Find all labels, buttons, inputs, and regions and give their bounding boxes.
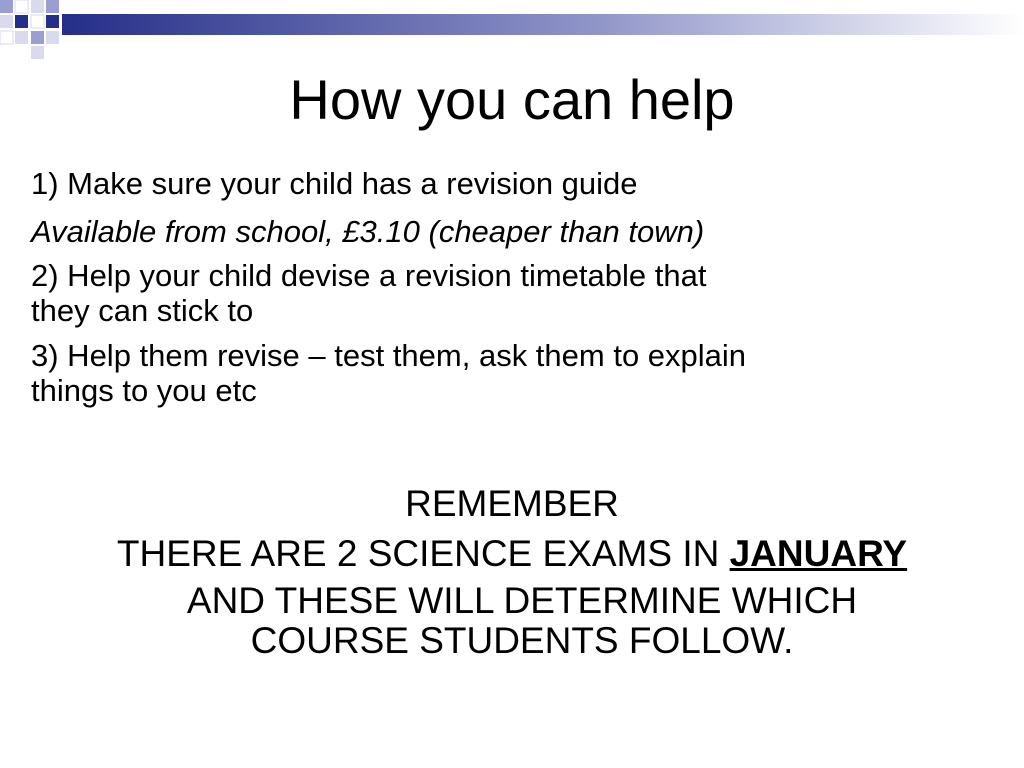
deco-square (0, 0, 13, 13)
deco-square (46, 15, 59, 28)
remember-line-1-prefix: THERE ARE 2 SCIENCE EXAMS IN (116, 533, 730, 574)
deco-square (0, 31, 13, 44)
bullet-item-1: 1) Make sure your child has a revision guide (31, 166, 638, 201)
header-pattern-icon (0, 0, 1024, 64)
deco-square (15, 31, 28, 44)
remember-emphasis-january: JANUARY (729, 533, 908, 574)
slide-title: How you can help (289, 68, 735, 131)
deco-square (31, 0, 44, 13)
header-decoration (0, 0, 1024, 64)
deco-square (0, 15, 13, 28)
deco-square (31, 15, 44, 28)
remember-line-2 (0, 581, 1024, 661)
bullet-item-3 (31, 258, 991, 328)
bullet-item-4-line2: things to you etc (31, 373, 257, 408)
deco-square (46, 0, 59, 13)
bullet-item-4-line1: 3) Help them revise – test them, ask them to explain (31, 338, 747, 373)
deco-square (31, 31, 44, 44)
remember-line-1 (0, 531, 1024, 577)
remember-block (0, 481, 1024, 665)
deco-square (46, 31, 59, 44)
deco-square (31, 46, 44, 59)
remember-line-2-text: AND THESE WILL DETERMINE WHICH (186, 580, 858, 621)
bullet-item-3-line1: 2) Help your child devise a revision timetable that (31, 258, 707, 293)
deco-square (15, 15, 28, 28)
bullet-list (31, 166, 991, 418)
bullet-item-2: Available from school, £3.10 (cheaper than town) (31, 214, 705, 249)
bullet-item-4 (31, 338, 991, 408)
remember-line-3-text: COURSE STUDENTS FOLLOW. (250, 620, 794, 661)
header-gradient-bar (62, 14, 1024, 35)
deco-square (15, 0, 28, 13)
remember-heading: REMEMBER (405, 483, 619, 524)
bullet-item-3-line2: they can stick to (31, 293, 254, 328)
